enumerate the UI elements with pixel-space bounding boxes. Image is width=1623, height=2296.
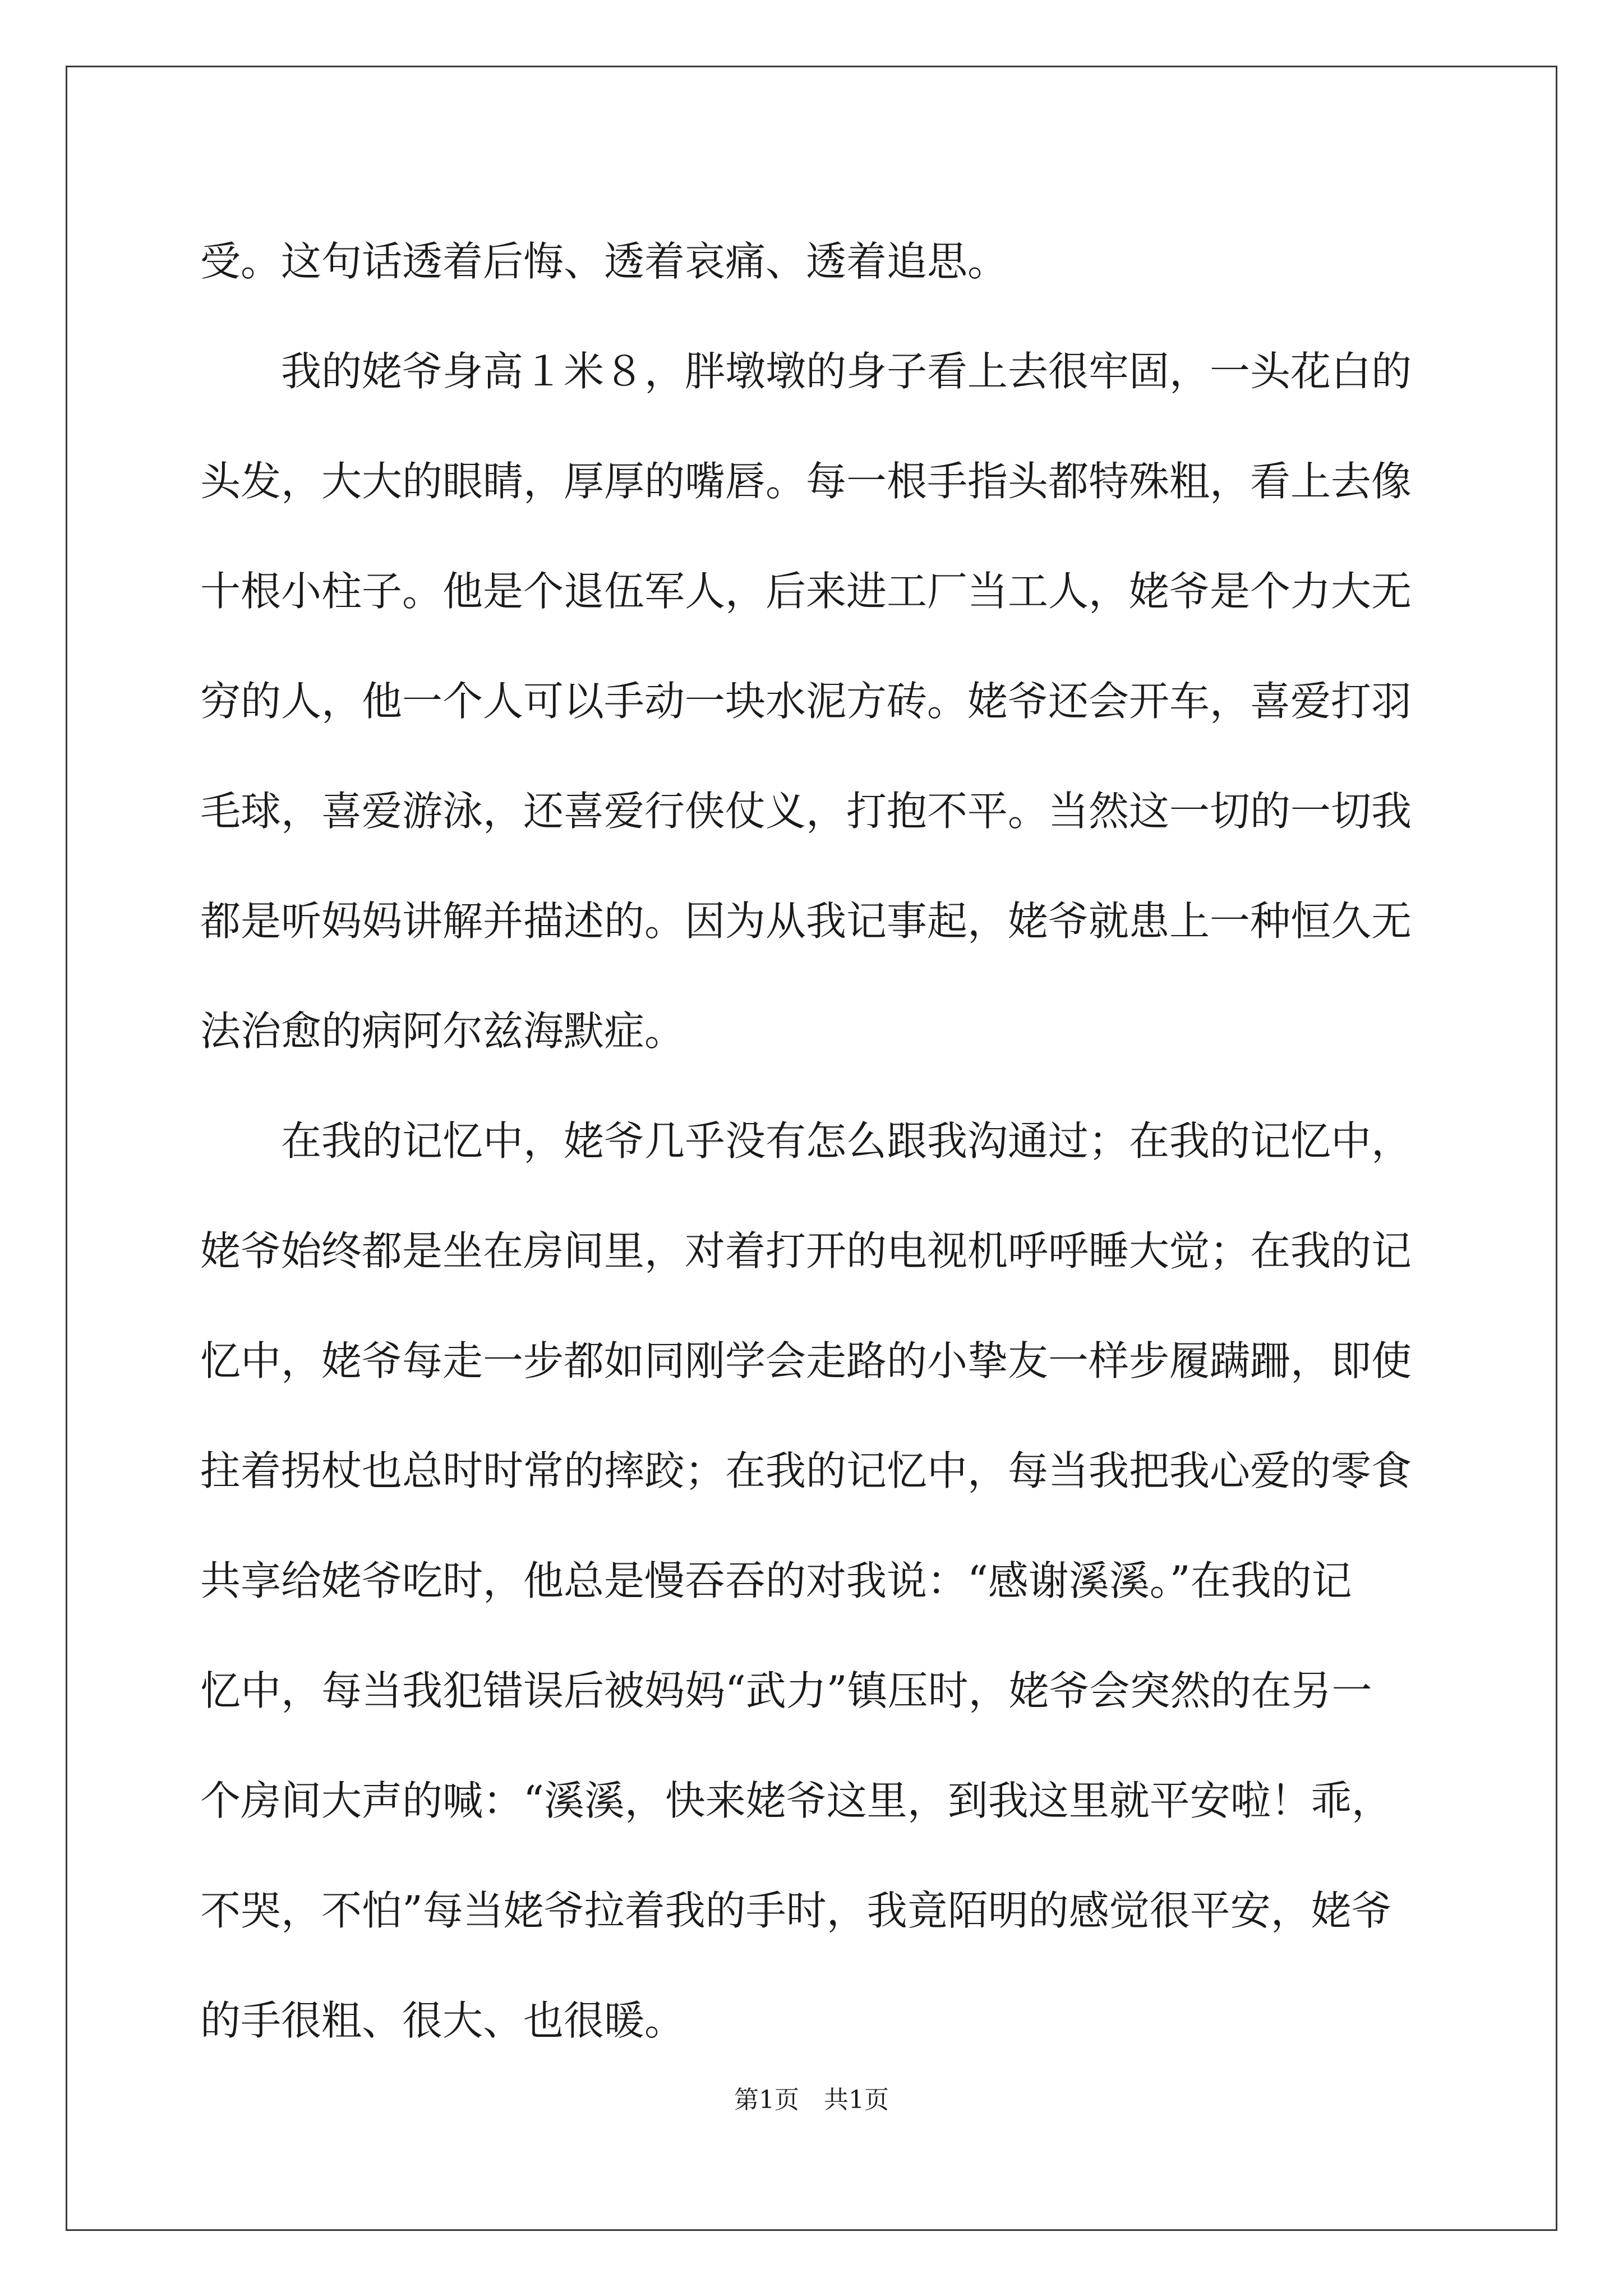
text-line: 共享给姥爷吃时，他总是慢吞吞的对我说：“感谢溪溪。”在我的记 (200, 1557, 1352, 1604)
text-line: 个房间大声的喊：“溪溪，快来姥爷这里，到我这里就平安啦！乖， (200, 1777, 1392, 1824)
text-line: 的手很粗、很大、也很暖。 (200, 1997, 685, 2044)
text-line: 忆中，姥爷每走一步都如同刚学会走路的小挚友一样步履蹒跚，即使 (200, 1337, 1412, 1384)
text-line: 我的姥爷身高１米８，胖墩墩的身子看上去很牢固，一头花白的 (200, 348, 1412, 395)
text-line: 忆中，每当我犯错误后被妈妈“武力”镇压时，姥爷会突然的在另一 (200, 1667, 1372, 1714)
text-line: 不哭，不怕”每当姥爷拉着我的手时，我竟陌明的感觉很平安，姥爷 (200, 1887, 1392, 1934)
text-line: 都是听妈妈讲解并描述的。因为从我记事起，姥爷就患上一种恒久无 (200, 898, 1412, 945)
text-line: 拄着拐杖也总时时常的摔跤；在我的记忆中，每当我把我心爱的零食 (200, 1447, 1412, 1494)
text-line: 法治愈的病阿尔兹海默症。 (200, 1007, 685, 1055)
text-line: 十根小柱子。他是个退伍军人，后来进工厂当工人，姥爷是个力大无 (200, 568, 1412, 615)
text-line: 在我的记忆中，姥爷几乎没有怎么跟我沟通过；在我的记忆中， (200, 1117, 1412, 1165)
text-line: 穷的人，他一个人可以手动一块水泥方砖。姥爷还会开车，喜爱打羽 (200, 678, 1412, 725)
page-footer: 第1页 共1页 (734, 2086, 889, 2114)
text-line: 受。这句话透着后悔、透着哀痛、透着追思。 (200, 238, 1008, 285)
text-line: 姥爷始终都是坐在房间里，对着打开的电视机呼呼睡大觉；在我的记 (200, 1227, 1412, 1274)
document-body (200, 206, 1428, 2076)
text-line: 头发，大大的眼睛，厚厚的嘴唇。每一根手指头都特殊粗，看上去像 (200, 458, 1412, 505)
text-line: 毛球，喜爱游泳，还喜爱行侠仗义，打抱不平。当然这一切的一切我 (200, 788, 1412, 835)
